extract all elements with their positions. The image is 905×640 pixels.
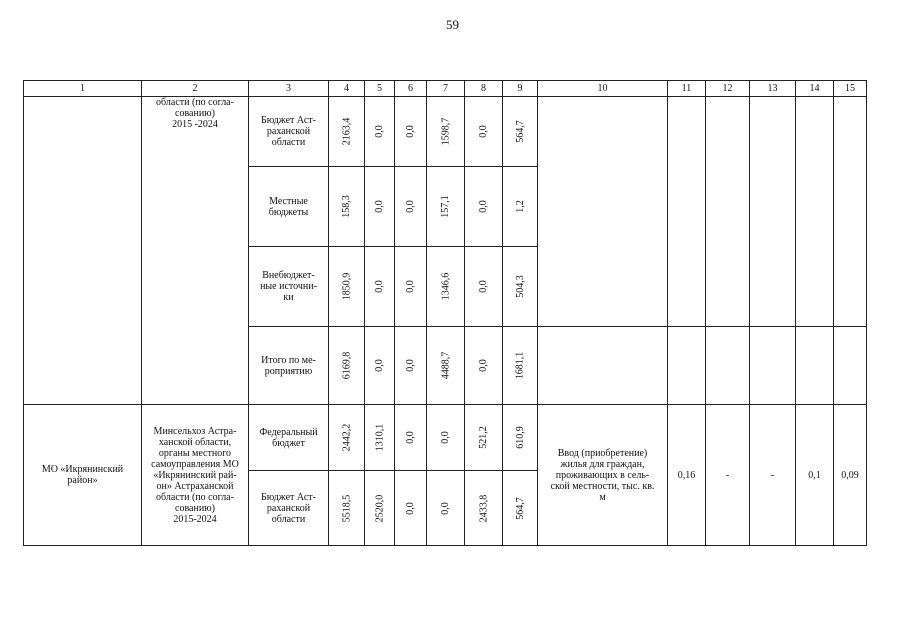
program-table: [23, 80, 867, 546]
value-cell: [395, 471, 427, 546]
value-cell: [365, 247, 395, 327]
empty-cell: [750, 97, 796, 327]
indicator-value-cell: [796, 405, 834, 546]
indicator-value: -: [725, 469, 730, 481]
value-cell: [427, 405, 465, 471]
value-cell: [365, 97, 395, 167]
value: 5518,5: [341, 494, 352, 522]
value-cell: [503, 405, 538, 471]
indicator-text: Ввод (приобретение) жилья для граждан, проживающих в сель- ской местности, тыс. кв. м: [550, 447, 655, 503]
empty-cell: [668, 97, 706, 327]
header-cell: 15: [834, 81, 867, 97]
funding-source: Бюджет Аст- раханской области: [261, 115, 316, 148]
value: 0,0: [478, 125, 489, 138]
indicator-cell: [538, 405, 668, 546]
value-cell: [329, 327, 365, 405]
empty-cell: [538, 327, 668, 405]
indicator-value: -: [770, 469, 775, 481]
value-cell: [395, 97, 427, 167]
value-cell: [365, 167, 395, 247]
value-cell: [395, 167, 427, 247]
funding-source-cell: [249, 97, 329, 167]
header-cell: 1: [24, 81, 142, 97]
indicator-value: 0,1: [808, 469, 821, 481]
value-cell: [365, 471, 395, 546]
value: 0,0: [478, 200, 489, 213]
empty-cell: [668, 327, 706, 405]
value: 0,0: [374, 359, 385, 372]
value: 0,0: [374, 200, 385, 213]
funding-source: Местные бюджеты: [268, 195, 309, 218]
value: 6169,8: [341, 351, 352, 380]
funding-source-cell: [249, 405, 329, 471]
value: 1681,1: [514, 351, 526, 380]
indicator-value-cell: [706, 405, 750, 546]
value-cell: [465, 327, 503, 405]
municipality-cell-empty: [24, 97, 142, 405]
funding-source: Федеральный бюджет: [259, 426, 318, 449]
funding-source-cell: [249, 327, 329, 405]
value: 564,7: [514, 496, 526, 520]
value-cell: [395, 405, 427, 471]
funding-source: Итого по ме- роприятию: [261, 354, 316, 377]
header-cell: 11: [668, 81, 706, 97]
header-row: [24, 81, 867, 97]
responsible-text: Минсельхоз Астра- ханской области, органы местного самоуправления МО «Икрянинский рай- он» Астраханской области (по согла- сованию) 2015-2024: [151, 425, 239, 525]
value-cell: [329, 405, 365, 471]
value: 0,0: [405, 200, 416, 213]
value-cell: [365, 405, 395, 471]
header-cell: 9: [503, 81, 538, 97]
value-cell: [465, 167, 503, 247]
value-cell: [465, 471, 503, 546]
value: 2163,4: [341, 117, 352, 146]
value: 610,9: [514, 426, 526, 449]
value-cell: [503, 167, 538, 247]
value-cell: [503, 247, 538, 327]
header-cell: 12: [706, 81, 750, 97]
value-cell: [329, 247, 365, 327]
value: 0,0: [405, 501, 416, 515]
empty-cell: [706, 97, 750, 327]
header-cell: 7: [427, 81, 465, 97]
value: 2433,8: [478, 494, 489, 522]
value: 2520,0: [374, 494, 385, 522]
indicator-value-cell: [750, 405, 796, 546]
value: 157,1: [440, 195, 451, 218]
value: 1310,1: [374, 423, 385, 452]
value-cell: [427, 167, 465, 247]
indicator-value: 0,16: [677, 469, 696, 481]
funding-source-cell: [249, 471, 329, 546]
funding-source: Внебюджет- ные источни- ки: [260, 270, 317, 303]
header-cell: 13: [750, 81, 796, 97]
value-cell: [427, 327, 465, 405]
value-cell: [329, 97, 365, 167]
value: 504,3: [514, 275, 526, 298]
value-cell: [329, 471, 365, 546]
value: 0,0: [405, 125, 416, 138]
value-cell: [503, 471, 538, 546]
funding-source-cell: [249, 167, 329, 247]
municipality-name: МО «Икрянинский район»: [41, 464, 124, 486]
header-cell: 2: [142, 81, 249, 97]
value: 1598,7: [440, 117, 451, 146]
value: 158,3: [341, 195, 352, 218]
page-number: 59: [446, 17, 459, 32]
header-cell: 5: [365, 81, 395, 97]
value: 1850,9: [341, 272, 352, 301]
table-row: [24, 97, 867, 167]
value: 0,0: [478, 280, 489, 293]
header-cell: 3: [249, 81, 329, 97]
value-cell: [503, 327, 538, 405]
header-cell: 6: [395, 81, 427, 97]
value: 0,0: [405, 359, 416, 372]
value-cell: [365, 327, 395, 405]
municipality-cell: [24, 405, 142, 546]
header-cell: 4: [329, 81, 365, 97]
value-cell: [465, 97, 503, 167]
value-cell: [427, 97, 465, 167]
responsible-cell: [142, 97, 249, 405]
value: 1,2: [514, 200, 526, 213]
responsible-text: области (по согла- сованию) 2015 -2024: [156, 97, 234, 130]
value-cell: [465, 405, 503, 471]
header-cell: 8: [465, 81, 503, 97]
value-cell: [427, 471, 465, 546]
empty-cell: [796, 327, 834, 405]
value: 0,0: [374, 280, 385, 293]
value: 0,0: [405, 431, 416, 444]
value: 564,7: [514, 120, 526, 143]
indicator-value: 0,09: [841, 469, 859, 481]
indicator-cell-empty: [538, 97, 668, 327]
value: 2442,2: [341, 423, 352, 452]
value: 0,0: [374, 125, 385, 138]
indicator-value-cell: [668, 405, 706, 546]
value-cell: [395, 327, 427, 405]
value-cell: [465, 247, 503, 327]
value-cell: [427, 247, 465, 327]
funding-source-cell: [249, 247, 329, 327]
responsible-cell: [142, 405, 249, 546]
value: 4488,7: [440, 351, 451, 380]
value-cell: [503, 97, 538, 167]
empty-cell: [796, 97, 834, 327]
header-cell: 10: [538, 81, 668, 97]
value: 0,0: [478, 359, 489, 372]
table-row: [24, 405, 867, 471]
value: 521,2: [478, 426, 489, 449]
empty-cell: [706, 327, 750, 405]
value: 1346,6: [440, 272, 451, 301]
empty-cell: [834, 97, 867, 327]
value: 0,0: [440, 431, 451, 444]
value: 0,0: [405, 280, 416, 293]
funding-source: Бюджет Аст- раханской области: [261, 491, 316, 525]
empty-cell: [834, 327, 867, 405]
header-cell: 14: [796, 81, 834, 97]
value-cell: [395, 247, 427, 327]
value: 0,0: [440, 501, 451, 515]
value-cell: [329, 167, 365, 247]
empty-cell: [750, 327, 796, 405]
indicator-value-cell: [834, 405, 867, 546]
